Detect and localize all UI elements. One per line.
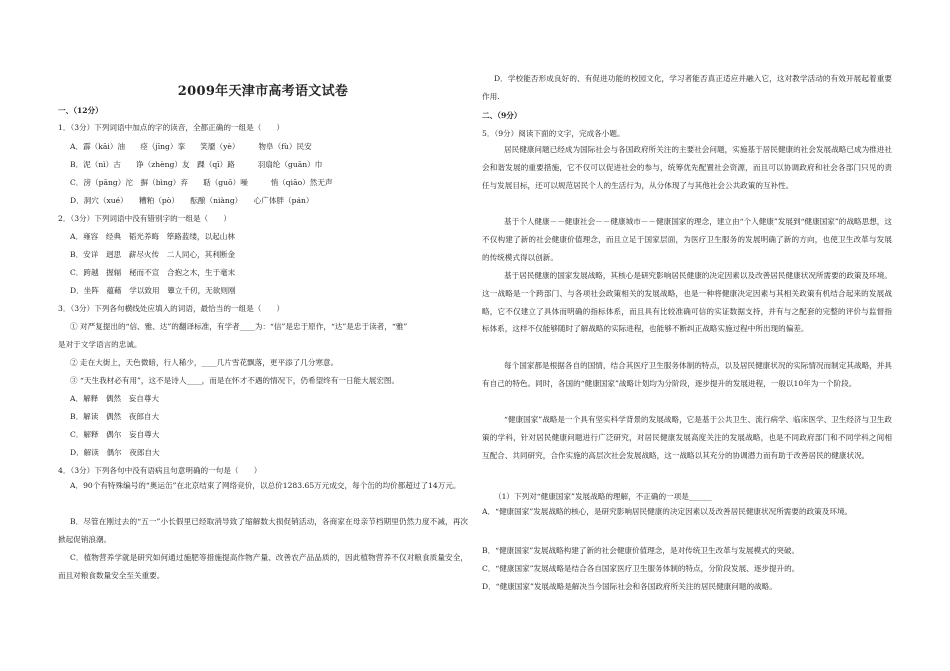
passage-paragraph-2: 基于个人健康－－健康社会－－健康城市－－健康国家的理念，建立由“个人健康”发展到“健康国家”的战略思想，这不仅构建了新的社会健康价值理念，而且立足于国家层面，为医疗卫生服务的发展明确了新的方向，也使卫生改革与发展的传统模式得以创新。 <box>482 217 892 262</box>
q1-option-d: D．洞穴（xué） 糟粕（pò） 酝酿（niàng） 心广体胖（pán） <box>70 196 314 205</box>
sub-question-1-option-d: D．“健康国家”发展战略是解决当今国际社会和各国政府所关注的居民健康问题的战略。 <box>482 582 777 591</box>
q2-stem: 2．（3分）下列词语中没有错别字的一组是（ ） <box>58 214 231 223</box>
q1-option-b: B．泥（nì）古 诤（zhèng）友 踝（qī）路 羽扇纶（guān）巾 <box>70 160 323 169</box>
section-2-heading: 二、（9分） <box>482 111 522 120</box>
q3-option-c: C．解释 偶尔 妄自尊大 <box>70 430 160 439</box>
sub-question-1-option-c: C．“健康国家”发展战略是结合各自国家医疗卫生服务体制的特点，分阶段发展、逐步提升的。 <box>482 564 800 573</box>
q2-option-a: A．雍容 经典 韬光养晦 筚路蓝缕，以起山林 <box>70 232 235 241</box>
q4-option-c: C．植物营养学就是研究如何通过施肥等措施提高作物产量、改善农产品品质的，因此植物营养不仅对粮食质量安全，而且对粮食数量安全至关重要。 <box>58 553 468 580</box>
q3-sentence-2: ② 走在大街上，天色微暗，行人稀少，____几片雪花飘落，更平添了几分寒意。 <box>70 358 339 367</box>
page-title: 2009年天津市高考语文试卷 <box>177 84 349 99</box>
q4-option-b: B．尽管在刚过去的“五一”小长假里已经取消导致了缩解数大损促销活动，各商家在母亲节档期里仍然力度不减，再次掀起促销浪潮。 <box>58 517 468 544</box>
q5-stem: 5．（9分）阅读下面的文字，完成各小题。 <box>482 129 625 138</box>
passage-paragraph-1: 居民健康问题已经成为国际社会与各国政府所关注的主要社会问题，实施基于居民健康的社会发展战略已成为推进社会和谐发展的重要措施，它不仅可以促进社会的参与，统筹优先配置社会资源，而且可以协调政府和社会各部门只见的责任与发展目标，还可以规范居民个人的生活行为，从分体现了与其他社会公共政策的互补性。 <box>482 145 892 190</box>
q3-option-a: A．解释 偶然 妄自尊大 <box>70 394 160 403</box>
q2-option-b: B．安详 迥思 薪尽火传 二人同心，其利断金 <box>70 250 236 259</box>
q4-option-a: A．90个有特殊编号的“奥运缶”在北京结束了网络竞价，以总价1283.65万元成交，每个缶的均价都超过了14万元。 <box>70 481 461 490</box>
q3-sentence-1b: 是对于文学语言的忠诚。 <box>58 340 142 349</box>
q2-option-d: D．坐阵 蕴藉 学以致用 簟立千仞，无欲则刚 <box>70 286 236 295</box>
q4-stem: 4．（3分）下列各句中没有语病且句意明确的一句是（ ） <box>58 466 262 475</box>
passage-paragraph-5: “健康国家”战略是一个具有坚实科学背景的发展战略，它是基于公共卫生、流行病学、临床医学、卫生经济与卫生政策的学科，针对居民健康问题进行广泛研究，对居民健康发展高度关注的发展战略，也是不同政府部门和不同学科之间相互配合、共同研究，合作实施的高层次社会发展战略，这一战略以其充分的协调潜力而有助于改善居民的健康状况。 <box>482 415 892 460</box>
q3-stem: 3．（3分）下列各句横线处应填入的词语，最恰当的一组是（ ） <box>58 304 285 313</box>
q1-stem: 1．（3分）下列词语中加点的字的读音，全都正确的一组是（ ） <box>58 123 285 132</box>
q3-sentence-1a: ① 对严复提出的“信、雅、达”的翻译标准，有学者____为：“信”是忠于原作，“达”是忠于读者，“雅” <box>70 322 408 331</box>
q3-option-d: D．解读 偶尔 夜郎自大 <box>70 448 160 457</box>
passage-paragraph-3: 基于居民健康的国家发展战略，其核心是研究影响居民健康的决定因素以及改善居民健康状况所需要的政策及环境。这一战略是一个跨部门、与各项社会政策相关的发展战略，也是一种将健康决定因素与其相关政策有机结合起来的发展战略，它不仅建立了具体而明确的指标体系，而且具有比较准确可信的实证数据支持，并有与之配套的完整的评价与监督指标体系，这样不仅能够随时了解战略的实际进程，也能够不断纠正战略实施过程中所出现的偏差。 <box>482 271 892 334</box>
q1-option-c: C．滂（pāng）沱 摒（bìng）弃 聒（guō）噪 悄（qiāo）然无声 <box>70 178 333 187</box>
q3-sentence-3: ③ “天生我材必有用”，这不是诗人____，而是在怀才不遇的情况下，仍希望终有一日能大展宏图。 <box>70 376 400 385</box>
q1-option-a: A．霹（kāi）油 痉（jīng）挛 笑靥（yè） 物阜（fù）民安 <box>70 142 312 151</box>
sub-question-1-stem: （1）下列对“健康国家”发展战略的理解，不正确的一项是______ <box>494 492 712 501</box>
sub-question-1-option-a: A．“健康国家”发展战略的核心，是研究影响居民健康的决定因素以及改善居民健康状况所需要的政策及环境。 <box>482 507 853 516</box>
passage-paragraph-4: 每个国家都是根据各自的国情，结合其医疗卫生服务体制的特点，以及居民健康状况的实际情况而制定其战略，并具有自己的特色。同时，各国的“健康国家”战略计划均为分阶段，逐步提升的发展进程，一般以10年为一个阶段。 <box>482 361 892 388</box>
sub-question-1-option-b: B．“健康国家”发展战略构建了新的社会健康价值理念，是对传统卫生改革与发展模式的突破。 <box>482 546 800 555</box>
q2-option-c: C．跨越 握辐 秘而不宣 合抱之木，生于毫末 <box>70 268 236 277</box>
q3-option-b: B．解读 偶然 夜郎自大 <box>70 412 160 421</box>
q4-option-d: D．学校能否形成良好的、有促进功能的校园文化，学习者能否真正适应并融入它，这对教学活动的有效开展起着重要作用. <box>482 74 892 101</box>
section-1-heading: 一、（12分） <box>58 106 103 115</box>
